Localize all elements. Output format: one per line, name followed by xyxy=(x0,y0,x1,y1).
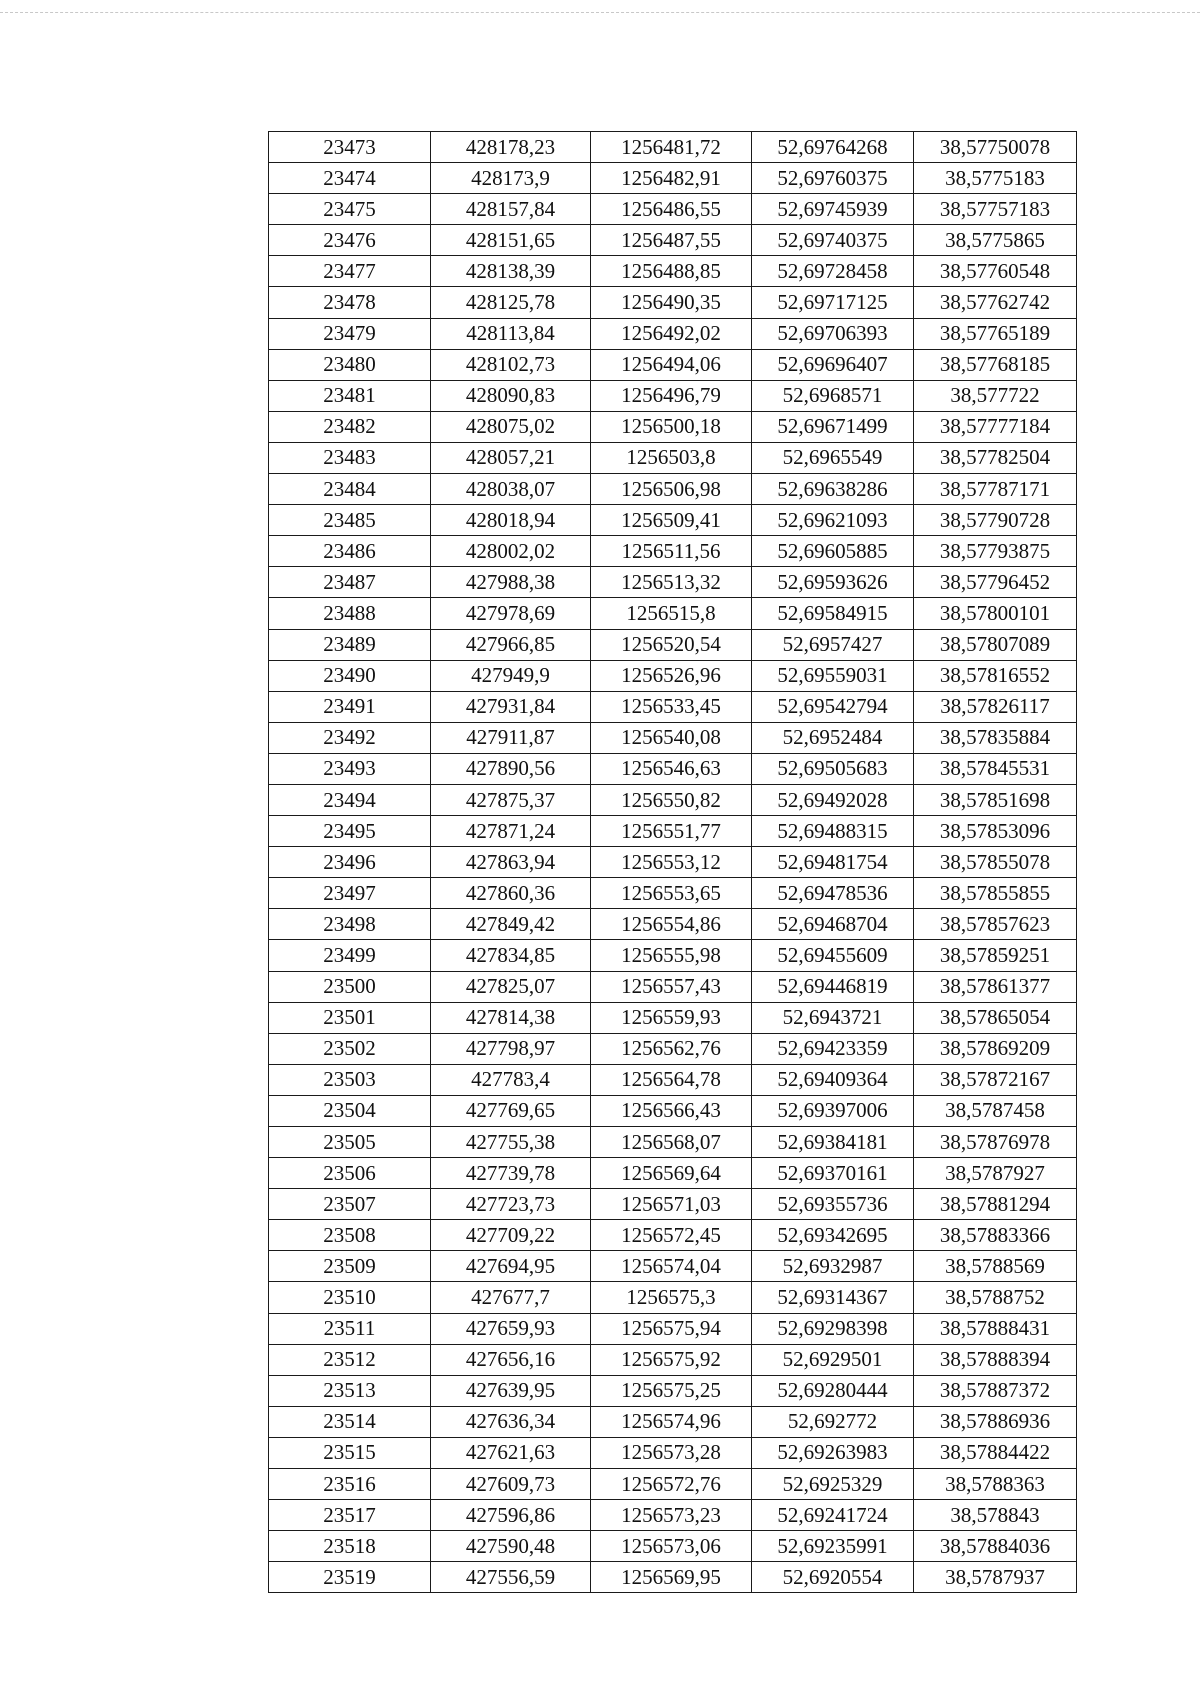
y-coordinate-cell: 1256554,86 xyxy=(591,909,752,940)
x-coordinate-cell: 427871,24 xyxy=(431,816,591,847)
table-row xyxy=(269,1469,1077,1500)
x-coordinate-cell: 427659,93 xyxy=(431,1313,591,1344)
table-row xyxy=(269,318,1077,349)
longitude-cell: 38,57807089 xyxy=(914,629,1077,660)
table-row xyxy=(269,1375,1077,1406)
latitude-cell: 52,69638286 xyxy=(752,474,914,505)
y-coordinate-cell: 1256546,63 xyxy=(591,753,752,784)
x-coordinate-cell: 428038,07 xyxy=(431,474,591,505)
y-coordinate-cell: 1256482,91 xyxy=(591,163,752,194)
longitude-cell: 38,57750078 xyxy=(914,132,1077,163)
point-number-cell: 23475 xyxy=(269,194,431,225)
point-number-cell: 23516 xyxy=(269,1469,431,1500)
x-coordinate-cell: 428090,83 xyxy=(431,380,591,411)
point-number-cell: 23473 xyxy=(269,132,431,163)
longitude-cell: 38,57861377 xyxy=(914,971,1077,1002)
latitude-cell: 52,69468704 xyxy=(752,909,914,940)
latitude-cell: 52,69455609 xyxy=(752,940,914,971)
y-coordinate-cell: 1256490,35 xyxy=(591,287,752,318)
point-number-cell: 23517 xyxy=(269,1500,431,1531)
longitude-cell: 38,57787171 xyxy=(914,474,1077,505)
y-coordinate-cell: 1256500,18 xyxy=(591,411,752,442)
table-row xyxy=(269,1437,1077,1468)
point-number-cell: 23488 xyxy=(269,598,431,629)
x-coordinate-cell: 428157,84 xyxy=(431,194,591,225)
x-coordinate-cell: 427860,36 xyxy=(431,878,591,909)
point-number-cell: 23485 xyxy=(269,505,431,536)
point-number-cell: 23478 xyxy=(269,287,431,318)
latitude-cell: 52,69446819 xyxy=(752,971,914,1002)
longitude-cell: 38,57757183 xyxy=(914,194,1077,225)
x-coordinate-cell: 427825,07 xyxy=(431,971,591,1002)
point-number-cell: 23504 xyxy=(269,1095,431,1126)
table-row xyxy=(269,1095,1077,1126)
y-coordinate-cell: 1256511,56 xyxy=(591,536,752,567)
x-coordinate-cell: 427723,73 xyxy=(431,1189,591,1220)
latitude-cell: 52,69481754 xyxy=(752,847,914,878)
point-number-cell: 23484 xyxy=(269,474,431,505)
x-coordinate-cell: 427656,16 xyxy=(431,1344,591,1375)
latitude-cell: 52,69760375 xyxy=(752,163,914,194)
longitude-cell: 38,57790728 xyxy=(914,505,1077,536)
x-coordinate-cell: 427931,84 xyxy=(431,691,591,722)
x-coordinate-cell: 427814,38 xyxy=(431,1002,591,1033)
longitude-cell: 38,5788569 xyxy=(914,1251,1077,1282)
latitude-cell: 52,6965549 xyxy=(752,442,914,473)
latitude-cell: 52,69384181 xyxy=(752,1127,914,1158)
longitude-cell: 38,57887372 xyxy=(914,1375,1077,1406)
longitude-cell: 38,57876978 xyxy=(914,1127,1077,1158)
latitude-cell: 52,69621093 xyxy=(752,505,914,536)
y-coordinate-cell: 1256573,28 xyxy=(591,1437,752,1468)
longitude-cell: 38,57884422 xyxy=(914,1437,1077,1468)
point-number-cell: 23514 xyxy=(269,1406,431,1437)
x-coordinate-cell: 427621,63 xyxy=(431,1437,591,1468)
table-row xyxy=(269,598,1077,629)
longitude-cell: 38,5787937 xyxy=(914,1562,1077,1593)
latitude-cell: 52,69488315 xyxy=(752,816,914,847)
x-coordinate-cell: 428151,65 xyxy=(431,225,591,256)
y-coordinate-cell: 1256506,98 xyxy=(591,474,752,505)
x-coordinate-cell: 428075,02 xyxy=(431,411,591,442)
x-coordinate-cell: 428113,84 xyxy=(431,318,591,349)
x-coordinate-cell: 428178,23 xyxy=(431,132,591,163)
x-coordinate-cell: 427636,34 xyxy=(431,1406,591,1437)
table-row xyxy=(269,784,1077,815)
latitude-cell: 52,6929501 xyxy=(752,1344,914,1375)
y-coordinate-cell: 1256572,76 xyxy=(591,1469,752,1500)
latitude-cell: 52,69314367 xyxy=(752,1282,914,1313)
point-number-cell: 23501 xyxy=(269,1002,431,1033)
x-coordinate-cell: 427863,94 xyxy=(431,847,591,878)
latitude-cell: 52,69505683 xyxy=(752,753,914,784)
y-coordinate-cell: 1256569,64 xyxy=(591,1158,752,1189)
table-row xyxy=(269,287,1077,318)
point-number-cell: 23518 xyxy=(269,1531,431,1562)
table-row xyxy=(269,442,1077,473)
longitude-cell: 38,57845531 xyxy=(914,753,1077,784)
x-coordinate-cell: 427556,59 xyxy=(431,1562,591,1593)
x-coordinate-cell: 427849,42 xyxy=(431,909,591,940)
y-coordinate-cell: 1256540,08 xyxy=(591,722,752,753)
longitude-cell: 38,57835884 xyxy=(914,722,1077,753)
table-row xyxy=(269,474,1077,505)
point-number-cell: 23505 xyxy=(269,1127,431,1158)
y-coordinate-cell: 1256573,06 xyxy=(591,1531,752,1562)
latitude-cell: 52,69423359 xyxy=(752,1033,914,1064)
latitude-cell: 52,69397006 xyxy=(752,1095,914,1126)
table-row xyxy=(269,536,1077,567)
latitude-cell: 52,692772 xyxy=(752,1406,914,1437)
latitude-cell: 52,69605885 xyxy=(752,536,914,567)
x-coordinate-cell: 428102,73 xyxy=(431,349,591,380)
point-number-cell: 23519 xyxy=(269,1562,431,1593)
table-row xyxy=(269,940,1077,971)
y-coordinate-cell: 1256494,06 xyxy=(591,349,752,380)
coordinates-table xyxy=(268,131,1077,1593)
latitude-cell: 52,6952484 xyxy=(752,722,914,753)
longitude-cell: 38,5787927 xyxy=(914,1158,1077,1189)
x-coordinate-cell: 427755,38 xyxy=(431,1127,591,1158)
latitude-cell: 52,69280444 xyxy=(752,1375,914,1406)
x-coordinate-cell: 427875,37 xyxy=(431,784,591,815)
point-number-cell: 23491 xyxy=(269,691,431,722)
table-row xyxy=(269,1064,1077,1095)
x-coordinate-cell: 428002,02 xyxy=(431,536,591,567)
latitude-cell: 52,6925329 xyxy=(752,1469,914,1500)
point-number-cell: 23500 xyxy=(269,971,431,1002)
y-coordinate-cell: 1256562,76 xyxy=(591,1033,752,1064)
latitude-cell: 52,69263983 xyxy=(752,1437,914,1468)
x-coordinate-cell: 427677,7 xyxy=(431,1282,591,1313)
latitude-cell: 52,69717125 xyxy=(752,287,914,318)
x-coordinate-cell: 427798,97 xyxy=(431,1033,591,1064)
x-coordinate-cell: 427609,73 xyxy=(431,1469,591,1500)
table-row xyxy=(269,349,1077,380)
table-row xyxy=(269,971,1077,1002)
y-coordinate-cell: 1256526,96 xyxy=(591,660,752,691)
x-coordinate-cell: 427709,22 xyxy=(431,1220,591,1251)
y-coordinate-cell: 1256574,04 xyxy=(591,1251,752,1282)
table-row xyxy=(269,1406,1077,1437)
table-row xyxy=(269,132,1077,163)
y-coordinate-cell: 1256553,12 xyxy=(591,847,752,878)
table-row xyxy=(269,1313,1077,1344)
table-row xyxy=(269,1500,1077,1531)
longitude-cell: 38,578843 xyxy=(914,1500,1077,1531)
latitude-cell: 52,6943721 xyxy=(752,1002,914,1033)
x-coordinate-cell: 427739,78 xyxy=(431,1158,591,1189)
y-coordinate-cell: 1256568,07 xyxy=(591,1127,752,1158)
x-coordinate-cell: 427978,69 xyxy=(431,598,591,629)
y-coordinate-cell: 1256553,65 xyxy=(591,878,752,909)
latitude-cell: 52,69764268 xyxy=(752,132,914,163)
point-number-cell: 23486 xyxy=(269,536,431,567)
longitude-cell: 38,5775865 xyxy=(914,225,1077,256)
point-number-cell: 23489 xyxy=(269,629,431,660)
table-row xyxy=(269,1189,1077,1220)
x-coordinate-cell: 428138,39 xyxy=(431,256,591,287)
point-number-cell: 23476 xyxy=(269,225,431,256)
longitude-cell: 38,57800101 xyxy=(914,598,1077,629)
y-coordinate-cell: 1256571,03 xyxy=(591,1189,752,1220)
point-number-cell: 23515 xyxy=(269,1437,431,1468)
table-row xyxy=(269,1158,1077,1189)
x-coordinate-cell: 427890,56 xyxy=(431,753,591,784)
point-number-cell: 23503 xyxy=(269,1064,431,1095)
point-number-cell: 23493 xyxy=(269,753,431,784)
latitude-cell: 52,69593626 xyxy=(752,567,914,598)
table-row xyxy=(269,225,1077,256)
latitude-cell: 52,69559031 xyxy=(752,660,914,691)
y-coordinate-cell: 1256488,85 xyxy=(591,256,752,287)
latitude-cell: 52,69235991 xyxy=(752,1531,914,1562)
x-coordinate-cell: 428173,9 xyxy=(431,163,591,194)
x-coordinate-cell: 427639,95 xyxy=(431,1375,591,1406)
latitude-cell: 52,6932987 xyxy=(752,1251,914,1282)
longitude-cell: 38,5787458 xyxy=(914,1095,1077,1126)
point-number-cell: 23495 xyxy=(269,816,431,847)
table-row xyxy=(269,1127,1077,1158)
table-row xyxy=(269,909,1077,940)
x-coordinate-cell: 428057,21 xyxy=(431,442,591,473)
table-row xyxy=(269,505,1077,536)
y-coordinate-cell: 1256555,98 xyxy=(591,940,752,971)
point-number-cell: 23480 xyxy=(269,349,431,380)
y-coordinate-cell: 1256551,77 xyxy=(591,816,752,847)
point-number-cell: 23510 xyxy=(269,1282,431,1313)
y-coordinate-cell: 1256574,96 xyxy=(591,1406,752,1437)
latitude-cell: 52,69542794 xyxy=(752,691,914,722)
x-coordinate-cell: 427911,87 xyxy=(431,722,591,753)
y-coordinate-cell: 1256533,45 xyxy=(591,691,752,722)
y-coordinate-cell: 1256575,92 xyxy=(591,1344,752,1375)
longitude-cell: 38,57796452 xyxy=(914,567,1077,598)
point-number-cell: 23499 xyxy=(269,940,431,971)
point-number-cell: 23482 xyxy=(269,411,431,442)
x-coordinate-cell: 427694,95 xyxy=(431,1251,591,1282)
latitude-cell: 52,6968571 xyxy=(752,380,914,411)
x-coordinate-cell: 428018,94 xyxy=(431,505,591,536)
longitude-cell: 38,57884036 xyxy=(914,1531,1077,1562)
point-number-cell: 23497 xyxy=(269,878,431,909)
table-row xyxy=(269,194,1077,225)
latitude-cell: 52,6957427 xyxy=(752,629,914,660)
x-coordinate-cell: 427596,86 xyxy=(431,1500,591,1531)
latitude-cell: 52,69671499 xyxy=(752,411,914,442)
table-row xyxy=(269,1562,1077,1593)
table-row xyxy=(269,660,1077,691)
y-coordinate-cell: 1256569,95 xyxy=(591,1562,752,1593)
x-coordinate-cell: 427783,4 xyxy=(431,1064,591,1095)
table-row xyxy=(269,691,1077,722)
table-row xyxy=(269,1344,1077,1375)
longitude-cell: 38,57859251 xyxy=(914,940,1077,971)
latitude-cell: 52,69745939 xyxy=(752,194,914,225)
latitude-cell: 52,69355736 xyxy=(752,1189,914,1220)
x-coordinate-cell: 427949,9 xyxy=(431,660,591,691)
point-number-cell: 23479 xyxy=(269,318,431,349)
longitude-cell: 38,57760548 xyxy=(914,256,1077,287)
table-row xyxy=(269,1033,1077,1064)
y-coordinate-cell: 1256509,41 xyxy=(591,505,752,536)
point-number-cell: 23490 xyxy=(269,660,431,691)
table-row xyxy=(269,816,1077,847)
longitude-cell: 38,57865054 xyxy=(914,1002,1077,1033)
table-row xyxy=(269,629,1077,660)
longitude-cell: 38,57777184 xyxy=(914,411,1077,442)
table-row xyxy=(269,380,1077,411)
y-coordinate-cell: 1256486,55 xyxy=(591,194,752,225)
longitude-cell: 38,57762742 xyxy=(914,287,1077,318)
y-coordinate-cell: 1256575,94 xyxy=(591,1313,752,1344)
x-coordinate-cell: 427590,48 xyxy=(431,1531,591,1562)
latitude-cell: 52,69696407 xyxy=(752,349,914,380)
point-number-cell: 23492 xyxy=(269,722,431,753)
longitude-cell: 38,57853096 xyxy=(914,816,1077,847)
latitude-cell: 52,69740375 xyxy=(752,225,914,256)
latitude-cell: 52,69409364 xyxy=(752,1064,914,1095)
longitude-cell: 38,5775183 xyxy=(914,163,1077,194)
longitude-cell: 38,57826117 xyxy=(914,691,1077,722)
longitude-cell: 38,57793875 xyxy=(914,536,1077,567)
point-number-cell: 23506 xyxy=(269,1158,431,1189)
point-number-cell: 23494 xyxy=(269,784,431,815)
table-row xyxy=(269,1251,1077,1282)
longitude-cell: 38,5788752 xyxy=(914,1282,1077,1313)
latitude-cell: 52,69584915 xyxy=(752,598,914,629)
latitude-cell: 52,69706393 xyxy=(752,318,914,349)
longitude-cell: 38,57872167 xyxy=(914,1064,1077,1095)
y-coordinate-cell: 1256513,32 xyxy=(591,567,752,598)
point-number-cell: 23481 xyxy=(269,380,431,411)
y-coordinate-cell: 1256557,43 xyxy=(591,971,752,1002)
y-coordinate-cell: 1256572,45 xyxy=(591,1220,752,1251)
latitude-cell: 52,69728458 xyxy=(752,256,914,287)
coordinates-table-body xyxy=(269,132,1077,1593)
latitude-cell: 52,69370161 xyxy=(752,1158,914,1189)
table-row xyxy=(269,847,1077,878)
y-coordinate-cell: 1256481,72 xyxy=(591,132,752,163)
y-coordinate-cell: 1256503,8 xyxy=(591,442,752,473)
y-coordinate-cell: 1256520,54 xyxy=(591,629,752,660)
point-number-cell: 23507 xyxy=(269,1189,431,1220)
point-number-cell: 23512 xyxy=(269,1344,431,1375)
point-number-cell: 23502 xyxy=(269,1033,431,1064)
longitude-cell: 38,57855078 xyxy=(914,847,1077,878)
scan-edge-line xyxy=(0,12,1200,13)
x-coordinate-cell: 427988,38 xyxy=(431,567,591,598)
latitude-cell: 52,69478536 xyxy=(752,878,914,909)
point-number-cell: 23511 xyxy=(269,1313,431,1344)
table-row xyxy=(269,878,1077,909)
y-coordinate-cell: 1256575,25 xyxy=(591,1375,752,1406)
longitude-cell: 38,57768185 xyxy=(914,349,1077,380)
latitude-cell: 52,69298398 xyxy=(752,1313,914,1344)
latitude-cell: 52,69342695 xyxy=(752,1220,914,1251)
y-coordinate-cell: 1256496,79 xyxy=(591,380,752,411)
y-coordinate-cell: 1256559,93 xyxy=(591,1002,752,1033)
point-number-cell: 23474 xyxy=(269,163,431,194)
longitude-cell: 38,57881294 xyxy=(914,1189,1077,1220)
longitude-cell: 38,577722 xyxy=(914,380,1077,411)
point-number-cell: 23477 xyxy=(269,256,431,287)
y-coordinate-cell: 1256564,78 xyxy=(591,1064,752,1095)
table-row xyxy=(269,567,1077,598)
point-number-cell: 23496 xyxy=(269,847,431,878)
longitude-cell: 38,57869209 xyxy=(914,1033,1077,1064)
table-row xyxy=(269,163,1077,194)
latitude-cell: 52,69241724 xyxy=(752,1500,914,1531)
point-number-cell: 23498 xyxy=(269,909,431,940)
longitude-cell: 38,57886936 xyxy=(914,1406,1077,1437)
x-coordinate-cell: 427834,85 xyxy=(431,940,591,971)
point-number-cell: 23483 xyxy=(269,442,431,473)
table-row xyxy=(269,1282,1077,1313)
point-number-cell: 23508 xyxy=(269,1220,431,1251)
table-row xyxy=(269,1220,1077,1251)
table-row xyxy=(269,722,1077,753)
latitude-cell: 52,6920554 xyxy=(752,1562,914,1593)
table-row xyxy=(269,1531,1077,1562)
x-coordinate-cell: 428125,78 xyxy=(431,287,591,318)
x-coordinate-cell: 427769,65 xyxy=(431,1095,591,1126)
point-number-cell: 23513 xyxy=(269,1375,431,1406)
x-coordinate-cell: 427966,85 xyxy=(431,629,591,660)
y-coordinate-cell: 1256550,82 xyxy=(591,784,752,815)
y-coordinate-cell: 1256575,3 xyxy=(591,1282,752,1313)
longitude-cell: 38,57888394 xyxy=(914,1344,1077,1375)
longitude-cell: 38,57857623 xyxy=(914,909,1077,940)
y-coordinate-cell: 1256487,55 xyxy=(591,225,752,256)
table-row xyxy=(269,753,1077,784)
y-coordinate-cell: 1256566,43 xyxy=(591,1095,752,1126)
table-row xyxy=(269,256,1077,287)
y-coordinate-cell: 1256515,8 xyxy=(591,598,752,629)
y-coordinate-cell: 1256492,02 xyxy=(591,318,752,349)
table-row xyxy=(269,1002,1077,1033)
longitude-cell: 38,57888431 xyxy=(914,1313,1077,1344)
longitude-cell: 38,57883366 xyxy=(914,1220,1077,1251)
longitude-cell: 38,57765189 xyxy=(914,318,1077,349)
y-coordinate-cell: 1256573,23 xyxy=(591,1500,752,1531)
longitude-cell: 38,57782504 xyxy=(914,442,1077,473)
longitude-cell: 38,5788363 xyxy=(914,1469,1077,1500)
table-row xyxy=(269,411,1077,442)
point-number-cell: 23487 xyxy=(269,567,431,598)
longitude-cell: 38,57855855 xyxy=(914,878,1077,909)
longitude-cell: 38,57816552 xyxy=(914,660,1077,691)
point-number-cell: 23509 xyxy=(269,1251,431,1282)
latitude-cell: 52,69492028 xyxy=(752,784,914,815)
longitude-cell: 38,57851698 xyxy=(914,784,1077,815)
